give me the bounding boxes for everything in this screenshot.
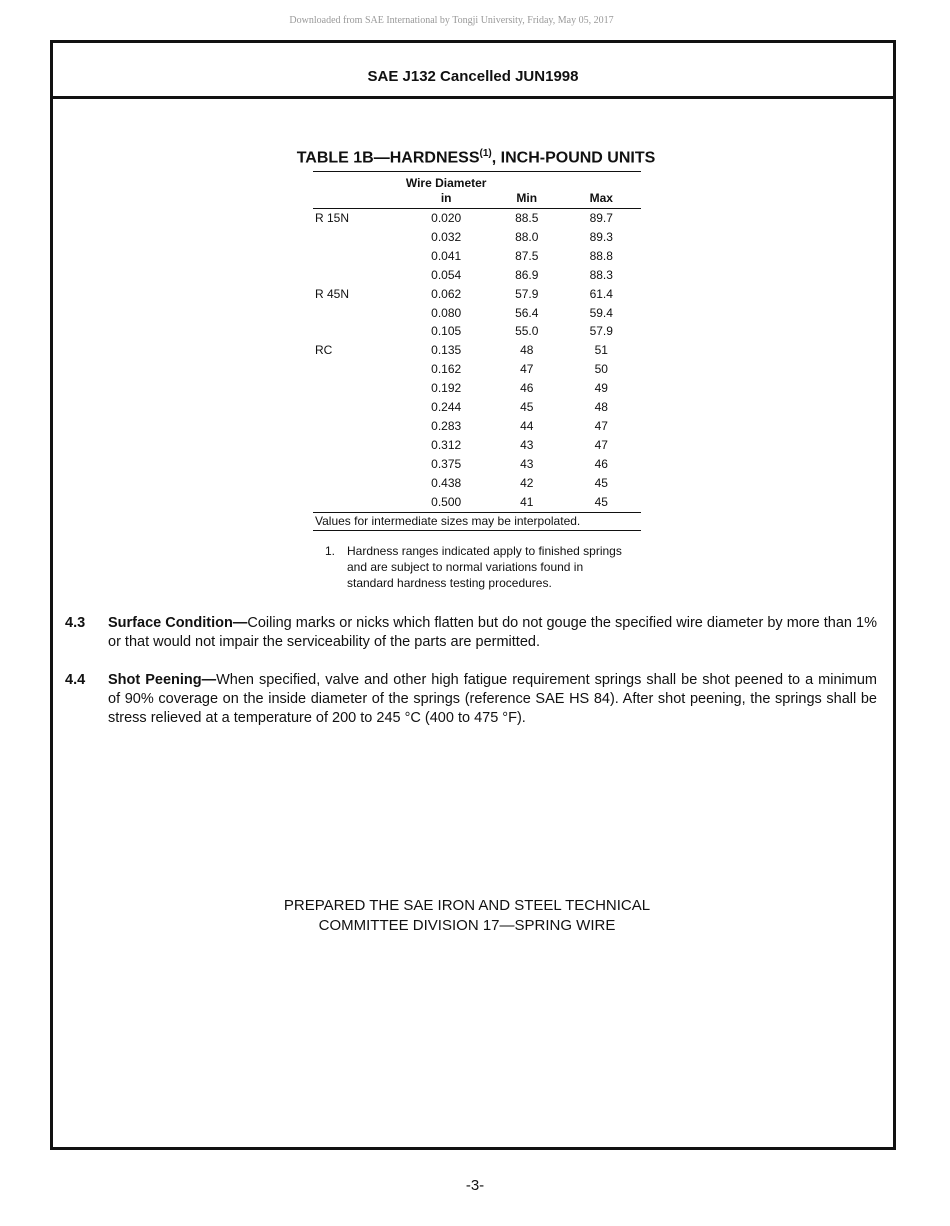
table-row — [313, 322, 641, 341]
footnote-number: 1. — [325, 544, 336, 558]
cell-diameter: 0.312 — [431, 437, 462, 452]
cell-diameter: 0.135 — [431, 343, 462, 358]
table-title-prefix: TABLE 1B—HARDNESS — [296, 149, 480, 167]
section-number: 4.3 — [65, 615, 86, 631]
cell-scale — [313, 322, 400, 341]
cell-min: 48 — [520, 343, 534, 358]
cell-diameter: 0.080 — [431, 305, 462, 320]
cell-diameter: 0.054 — [431, 267, 462, 282]
cell-scale — [313, 247, 400, 266]
cell-scale: R 15N — [315, 211, 350, 225]
table-row — [313, 285, 641, 304]
table-row — [313, 436, 641, 455]
header-scale — [313, 172, 400, 209]
cell-min: 46 — [520, 381, 534, 396]
cell-max: 45 — [594, 494, 608, 509]
cell-max: 59.4 — [589, 305, 613, 320]
cell-diameter: 0.105 — [431, 324, 462, 339]
cell-max: 89.7 — [589, 211, 613, 225]
cell-min: 88.0 — [515, 229, 539, 244]
cell-max: 88.3 — [589, 267, 613, 282]
cell-scale — [313, 398, 400, 417]
page-number: -3- — [465, 1177, 485, 1194]
table-title — [53, 148, 899, 167]
cell-max: 89.3 — [589, 229, 613, 244]
header-wire-diameter-unit: in — [440, 191, 452, 205]
table-row — [313, 360, 641, 379]
table-row — [313, 209, 641, 228]
section-text — [108, 671, 877, 728]
cell-min: 43 — [520, 456, 534, 471]
cell-min: 86.9 — [515, 267, 539, 282]
cell-scale: R 45N — [315, 286, 350, 301]
section-body: Coiling marks or nicks which flatten but do not gouge the specified wire diameter by more than 1% or that would not impair the serviceability of the parts are permitted. — [108, 615, 877, 650]
cell-scale — [313, 304, 400, 323]
cell-max: 49 — [594, 381, 608, 396]
cell-max: 88.8 — [589, 248, 613, 263]
cell-diameter: 0.244 — [431, 400, 462, 415]
download-watermark: Downloaded from SAE International by Tongji University, Friday, May 05, 2017 — [289, 15, 614, 26]
cell-min: 88.5 — [515, 211, 539, 225]
cell-scale — [313, 379, 400, 398]
cell-min: 47 — [520, 362, 534, 377]
cell-max: 46 — [594, 456, 608, 471]
cell-min: 41 — [520, 494, 534, 509]
cell-scale — [313, 266, 400, 285]
cell-max: 47 — [594, 418, 608, 433]
cell-min: 55.0 — [515, 324, 539, 339]
table-header-row — [313, 172, 641, 209]
table-row — [313, 455, 641, 474]
header-min: Min — [492, 172, 562, 209]
document-header — [53, 43, 893, 99]
cell-scale — [313, 360, 400, 379]
section-text — [108, 614, 877, 652]
table-row — [313, 417, 641, 436]
cell-max: 47 — [594, 437, 608, 452]
page-frame — [50, 40, 896, 1150]
cell-min: 57.9 — [515, 286, 539, 301]
cell-diameter: 0.062 — [431, 286, 462, 301]
cell-diameter: 0.500 — [431, 494, 462, 509]
section-body: When specified, valve and other high fatigue requirement springs shall be shot peened to a minimum of 90% coverage on the inside diameter of the springs (reference SAE HS 84). After shot peening, the springs shall be stress relieved at a temperature of 200 to 245 °C (400 to 475 °F). — [108, 672, 877, 726]
cell-min: 56.4 — [515, 305, 539, 320]
table-row — [313, 228, 641, 247]
cell-diameter: 0.438 — [431, 475, 462, 490]
table-title-footnote-ref: (1) — [479, 148, 492, 159]
cell-max: 51 — [594, 343, 608, 358]
section-number: 4.4 — [65, 672, 86, 688]
cell-max: 48 — [594, 400, 608, 415]
section-4-3 — [65, 614, 877, 652]
footnote-text: Hardness ranges indicated apply to finished springs and are subject to normal variations found in standard hardness testing procedures. — [347, 544, 622, 590]
cell-scale — [313, 417, 400, 436]
table-title-suffix: , INCH-POUND UNITS — [491, 149, 656, 167]
cell-diameter: 0.192 — [431, 381, 462, 396]
cell-min: 44 — [520, 418, 534, 433]
cell-min: 42 — [520, 475, 534, 490]
cell-scale — [313, 493, 400, 512]
cell-min: 45 — [520, 400, 534, 415]
table-row — [313, 266, 641, 285]
cell-diameter: 0.375 — [431, 456, 462, 471]
cell-min: 87.5 — [515, 248, 539, 263]
prepared-line-2: COMMITTEE DIVISION 17—SPRING WIRE — [318, 917, 616, 934]
table-row — [313, 398, 641, 417]
cell-scale — [313, 455, 400, 474]
cell-diameter: 0.283 — [431, 418, 462, 433]
table-row — [313, 474, 641, 493]
table-row — [313, 247, 641, 266]
section-heading: Surface Condition— — [108, 615, 248, 631]
table-row — [313, 304, 641, 323]
cell-scale — [313, 474, 400, 493]
cell-scale — [313, 436, 400, 455]
table-row — [313, 379, 641, 398]
cell-diameter: 0.020 — [431, 211, 462, 225]
table-body — [313, 209, 641, 513]
hardness-table-container — [313, 171, 641, 531]
section-heading: Shot Peening— — [108, 672, 217, 688]
cell-diameter: 0.032 — [431, 229, 462, 244]
table-row — [313, 493, 641, 512]
section-4-4 — [65, 671, 877, 728]
document-title: SAE J132 Cancelled JUN1998 — [367, 68, 579, 85]
cell-diameter: 0.162 — [431, 362, 462, 377]
interpolation-note: Values for intermediate sizes may be interpolated. — [313, 512, 641, 530]
prepared-line-1: PREPARED THE SAE IRON AND STEEL TECHNICAL — [283, 897, 651, 914]
table-footer-row — [313, 512, 641, 530]
table-row — [313, 341, 641, 360]
cell-max: 45 — [594, 475, 608, 490]
cell-max: 61.4 — [589, 286, 613, 301]
cell-scale — [313, 228, 400, 247]
table-footnote — [325, 543, 625, 591]
prepared-by — [53, 896, 899, 936]
cell-max: 50 — [594, 362, 608, 377]
cell-min: 43 — [520, 437, 534, 452]
cell-max: 57.9 — [589, 324, 613, 339]
hardness-table — [313, 171, 641, 531]
header-wire-diameter — [400, 172, 492, 209]
header-max: Max — [562, 172, 641, 209]
cell-scale: RC — [315, 343, 333, 358]
header-wire-diameter-label: Wire Diameter — [405, 176, 487, 190]
cell-diameter: 0.041 — [431, 248, 462, 263]
